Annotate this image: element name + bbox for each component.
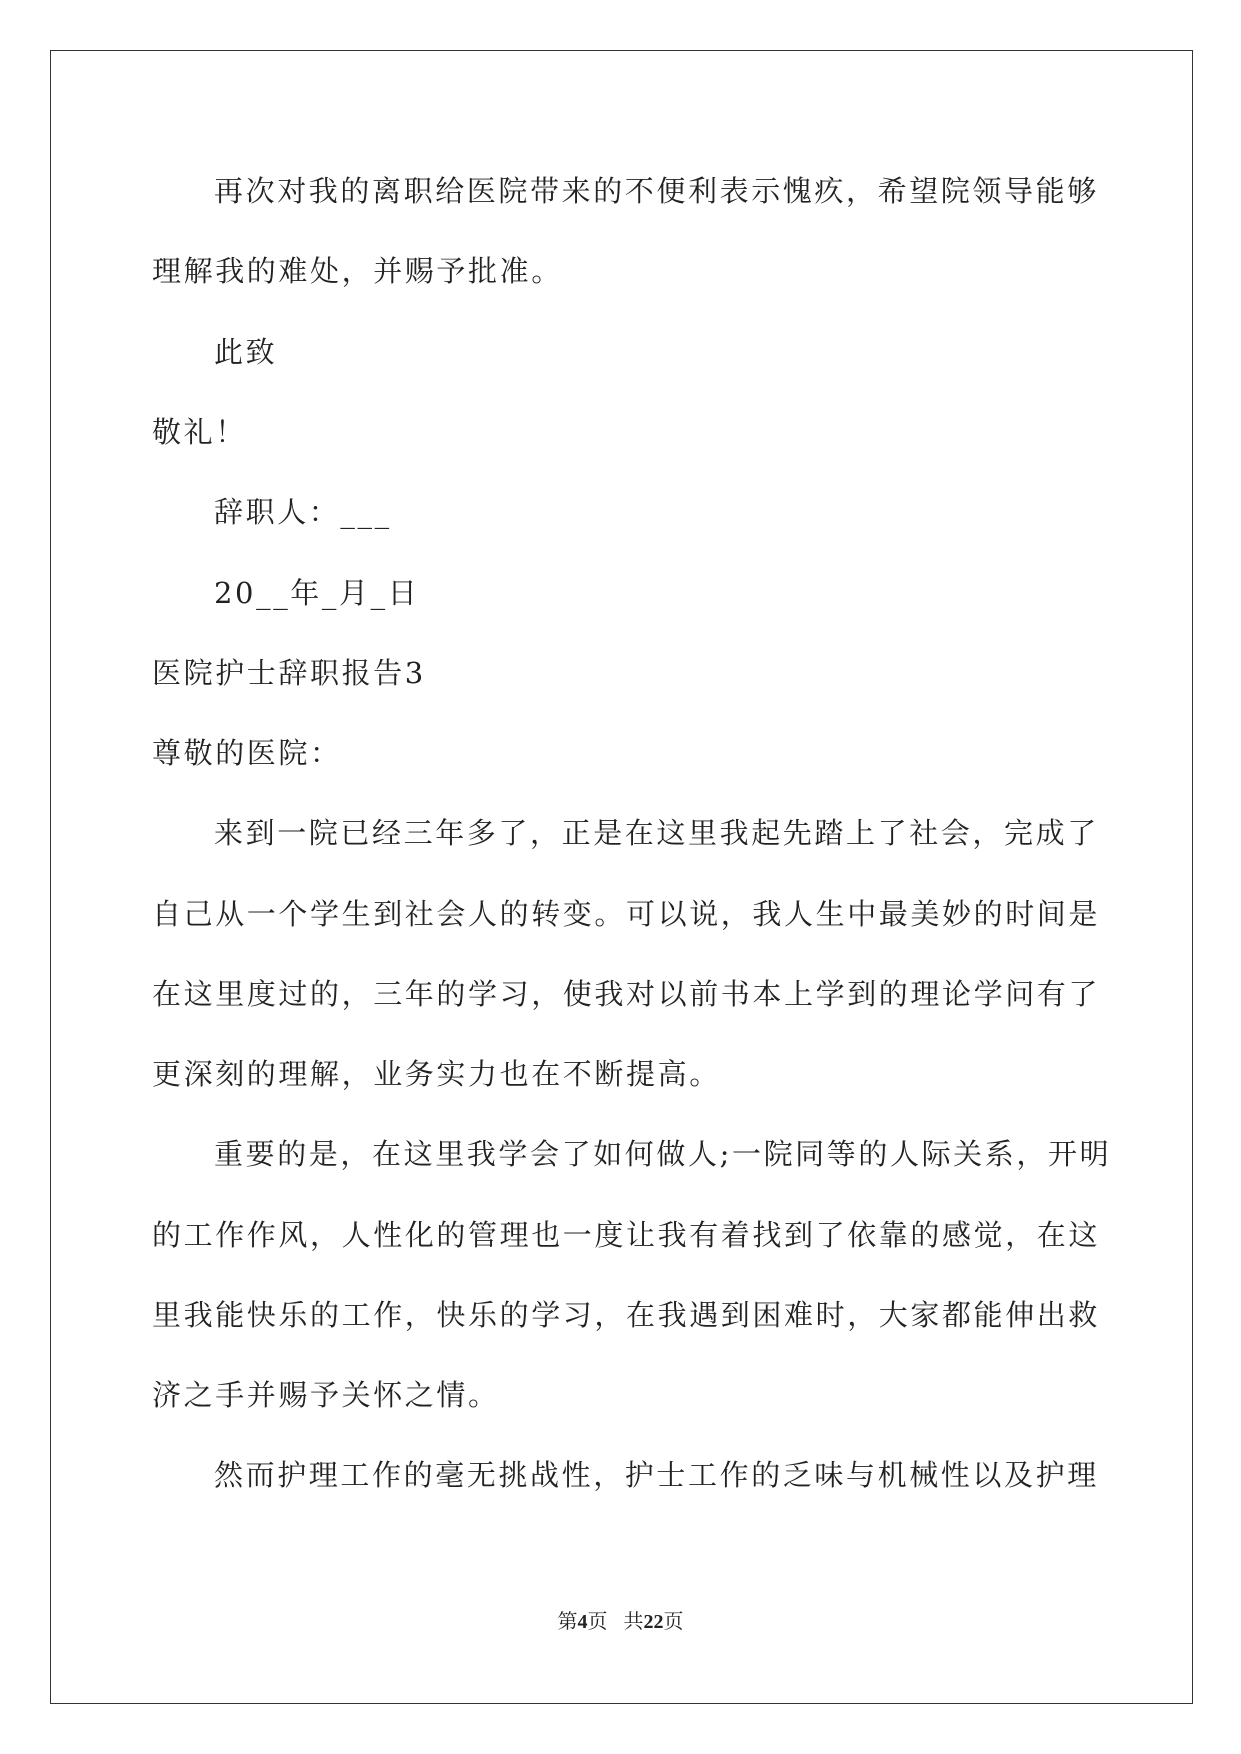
greeting-line: 尊敬的医院： (152, 736, 342, 770)
paragraph-line: 自己从一个学生到社会人的转变。可以说，我人生中最美妙的时间是 (152, 897, 1101, 931)
paragraph-line: 重要的是，在这里我学会了如何做人;一院同等的人际关系，开明 (214, 1137, 1112, 1171)
page-footer (0, 1609, 1241, 1635)
paragraph-line: 来到一院已经三年多了，正是在这里我起先踏上了社会，完成了 (214, 816, 1099, 850)
salutation-line: 此致 (214, 335, 278, 369)
paragraph-line: 在这里度过的，三年的学习，使我对以前书本上学到的理论学问有了 (152, 977, 1101, 1011)
paragraph-line: 里我能快乐的工作，快乐的学习，在我遇到困难时，大家都能伸出救 (152, 1298, 1101, 1332)
total-prefix: 共 (623, 1611, 644, 1633)
date-line: 20__年_月_日 (214, 576, 420, 610)
paragraph-line: 理解我的难处，并赐予批准。 (152, 254, 563, 288)
paragraph-line: 更深刻的理解，业务实力也在不断提高。 (152, 1057, 721, 1091)
page-number: 4 (577, 1611, 588, 1633)
total-suffix: 页 (663, 1611, 684, 1633)
section-title: 医院护士辞职报告3 (152, 656, 426, 690)
page-prefix: 第 (557, 1611, 578, 1633)
paragraph-line: 济之手并赐予关怀之情。 (152, 1378, 500, 1412)
page-suffix: 页 (587, 1611, 608, 1633)
paragraph-line: 再次对我的离职给医院带来的不便利表示愧疚，希望院领导能够 (214, 174, 1099, 208)
paragraph-line: 然而护理工作的毫无挑战性，护士工作的乏味与机械性以及护理 (214, 1458, 1099, 1492)
signature-line: 辞职人：___ (214, 495, 392, 529)
closing-line: 敬礼！ (152, 415, 247, 449)
total-pages: 22 (643, 1611, 664, 1633)
paragraph-line: 的工作作风，人性化的管理也一度让我有着找到了依靠的感觉，在这 (152, 1218, 1101, 1252)
